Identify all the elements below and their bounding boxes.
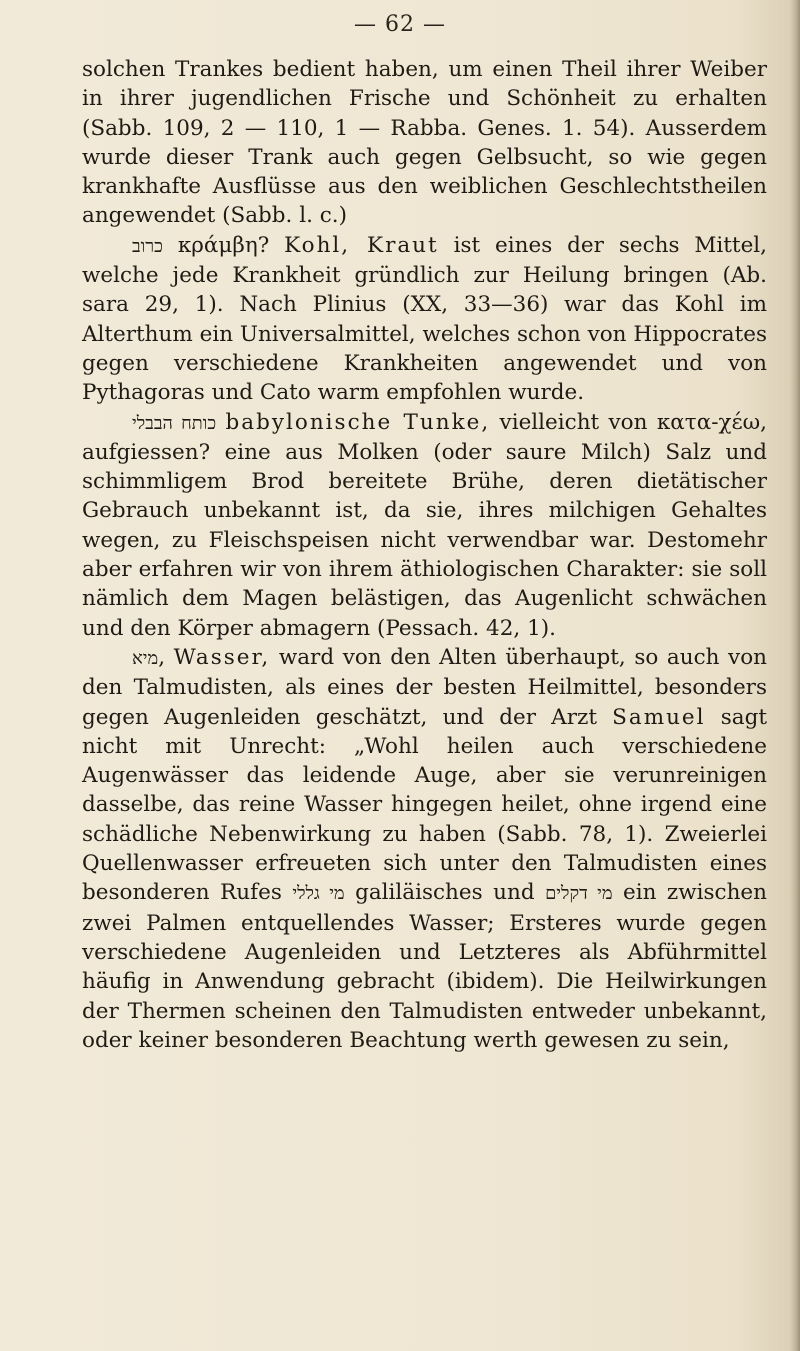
spaced-term: babylonische Tunke, (225, 409, 491, 435)
text-run: , (158, 644, 174, 670)
hebrew-term: כותח הבבלי (132, 412, 217, 434)
text-run (216, 410, 225, 435)
paragraph-kohl (82, 231, 767, 408)
page-edge-shadow (790, 0, 800, 1351)
hebrew-term: מיא (132, 647, 159, 669)
paragraph-1 (82, 55, 767, 231)
text-run: κράμβη? (162, 232, 285, 258)
paragraph-wasser (82, 643, 767, 1055)
hebrew-term: מי דקלים (545, 883, 613, 905)
paragraph-tunke (82, 408, 767, 643)
spaced-term: Wasser, (173, 644, 271, 670)
text-run: ist eines der sechs Mittel, welche jede Krankheit gründlich zur Heilung bringen (Ab. sara 29, 1). Nach Plinius (XX, 33—36) war das Kohl im Alterthum ein Universalmittel, welches schon von Hippocrates gegen verschiedene Krankheiten angewendet und von Pythagoras und Cato warm empfohlen wurde. (82, 232, 768, 406)
page-number: — 62 — (354, 12, 446, 37)
text-run: sagt nicht mit Unrecht: „Wohl heilen auch verschiedene Augenwässer das leidende Auge, aber sie verunreinigen dasselbe, das reine Wasser hingegen heilet, ohne irgend eine schädliche Nebenwirkung zu haben (Sabb. 78, 1). Zweierlei Quellenwasser erfreueten sich unter den Talmudisten eines besonderen Rufes (82, 704, 767, 906)
text-run: galiläisches und (344, 880, 546, 906)
text-run: vielleicht von κατα-χέω, aufgiessen? eine aus Molken (oder saure Milch) Salz und schimmligem Brod bereitete Brühe, deren dietätischer Gebrauch unbekannt ist, da sie, ihres milchigen Gehaltes wegen, zu Fleischspeisen nicht verwendbar war. Destomehr aber erfahren wir von ihrem äthiologischen Charakter: sie soll nämlich dem Magen belästigen, das Augenlicht schwächen und den Körper abmagern (Pessach. 42, 1). (82, 409, 768, 641)
body-text (82, 55, 767, 1055)
hebrew-term: מי גללי (292, 883, 345, 905)
text-run: ward von den Alten überhaupt, so auch von den Talmudisten, als eines der besten Heilmittel, besonders gegen Augenleiden geschätzt, und der Arzt (82, 644, 767, 730)
spaced-term: Samuel (612, 704, 706, 730)
spaced-term: Kohl, Kraut (284, 232, 439, 258)
hebrew-term: כרוב (132, 235, 163, 257)
text-run: solchen Trankes bedient haben, um einen Theil ihrer Weiber in ihrer jugendlichen Frische und Schönheit zu erhalten (Sabb. 109, 2 — 110, 1 — Rabba. Genes. 1. 54). Ausserdem wurde dieser Trank auch gegen Gelbsucht, so wie gegen krankhafte Ausflüsse aus den weiblichen Geschlechtstheilen angewendet (Sabb. l. c.) (82, 57, 767, 229)
text-run: ein zwischen zwei Palmen entquellendes Wasser; Ersteres wurde gegen verschiedene Augenleiden und Letzteres als Abführmittel häufig in Anwendung gebracht (ibidem). Die Heilwirkungen der Thermen scheinen den Talmudisten entweder unbekannt, oder keiner besonderen Beachtung werth gewesen zu sein, (82, 880, 767, 1053)
